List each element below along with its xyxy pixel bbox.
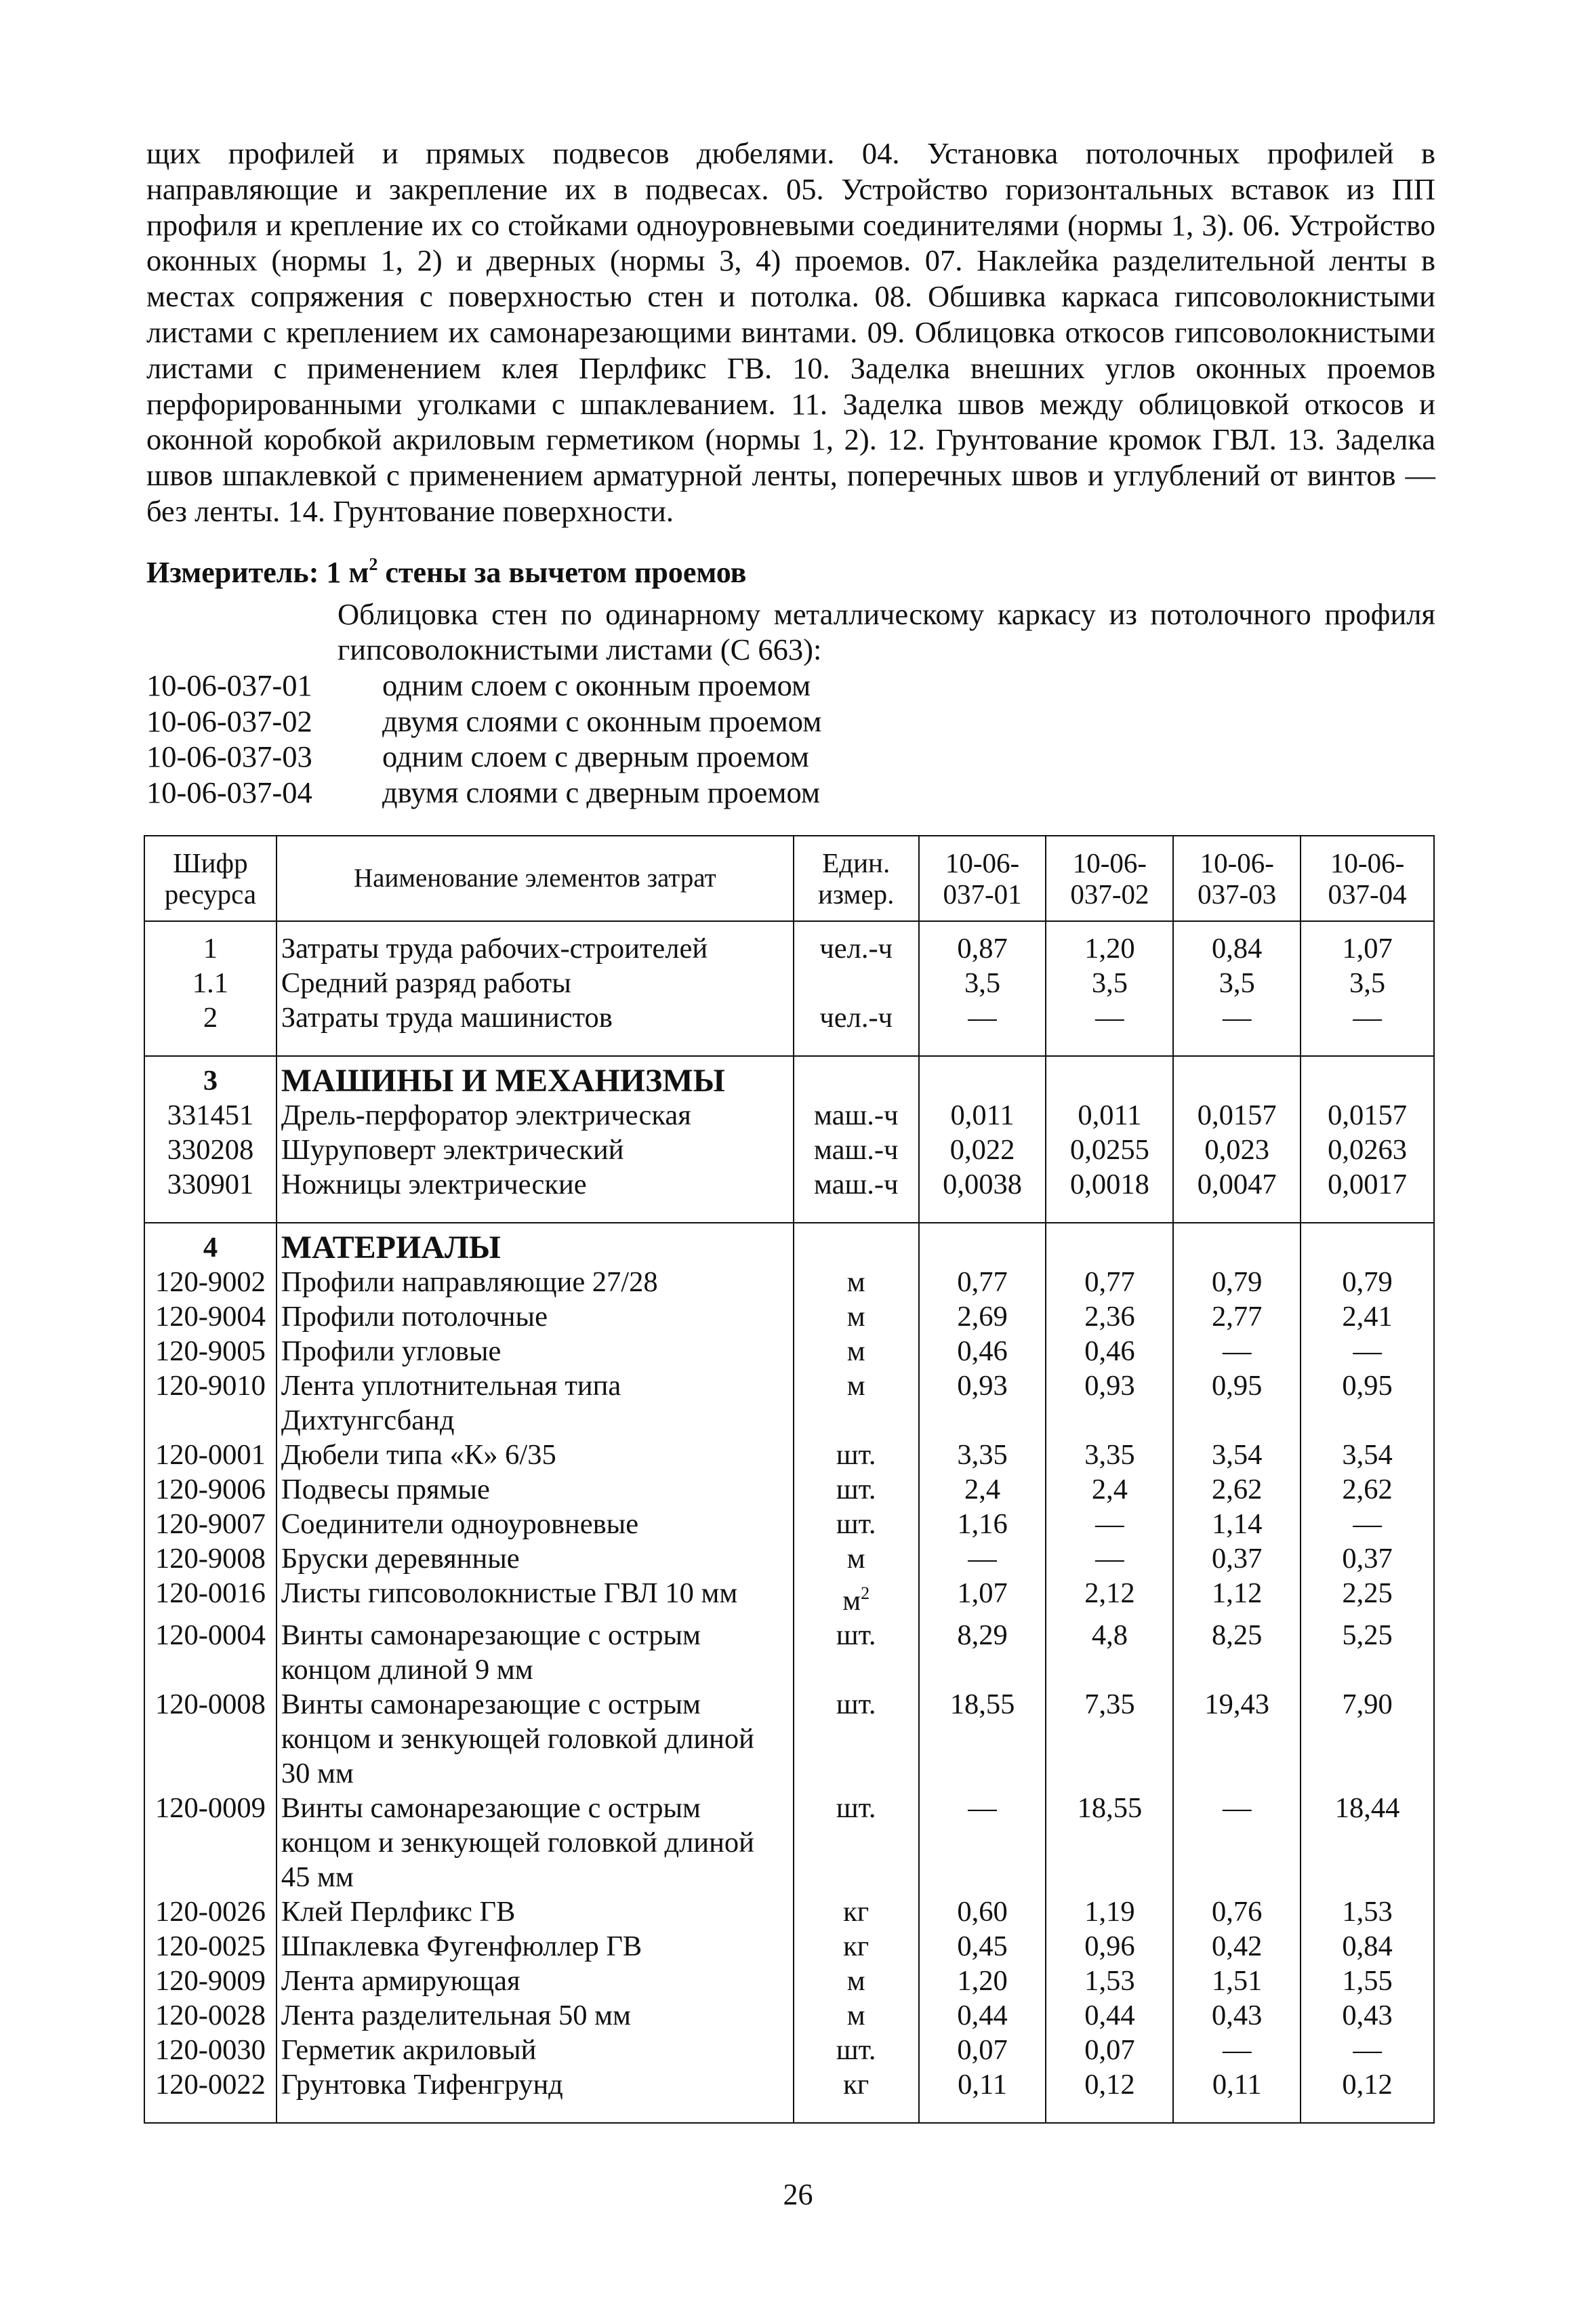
resource-name: Дюбели типа «К» 6/35 — [277, 1438, 794, 1472]
resource-name: Профили потолочные — [277, 1299, 794, 1334]
resource-code: 120-0008 — [144, 1687, 277, 1791]
value-cell: 0,84 — [1301, 1929, 1434, 1964]
norm-text: двумя слоями с дверным проемом — [382, 775, 821, 809]
value-cell: 0,11 — [1173, 2067, 1301, 2123]
unit-text: м — [846, 1335, 865, 1367]
resource-unit — [794, 1894, 919, 1929]
value-cell: 0,46 — [1046, 1334, 1173, 1369]
table-row — [144, 1687, 1434, 1791]
value-cell: 18,55 — [919, 1687, 1046, 1791]
unit-text: маш.-ч — [814, 1099, 899, 1131]
value-cell: 0,79 — [1301, 1265, 1434, 1299]
value-cell: 2,36 — [1046, 1299, 1173, 1334]
table-row — [144, 1438, 1434, 1472]
table-row — [144, 2067, 1434, 2123]
resource-name: Лента уплотнительная типа Дихтунгсбанд — [277, 1369, 794, 1438]
norm-text: одним слоем с оконным проемом — [382, 668, 811, 702]
value-cell: — — [1173, 2033, 1301, 2067]
value-cell: 0,96 — [1046, 1929, 1173, 1964]
value-cell: 2,25 — [1301, 1576, 1434, 1618]
value-cell: 2,4 — [1046, 1472, 1173, 1507]
empty-cell — [1301, 1056, 1434, 1098]
resource-code: 120-0025 — [144, 1929, 277, 1964]
empty-cell — [1046, 1056, 1173, 1098]
meter-line — [146, 554, 746, 590]
value-cell: 0,0157 — [1173, 1098, 1301, 1133]
value-cell: 1,12 — [1173, 1576, 1301, 1618]
value-cell: 0,45 — [919, 1929, 1046, 1964]
resource-name: Герметик акриловый — [277, 2033, 794, 2067]
resource-name: Профили угловые — [277, 1334, 794, 1369]
unit-text: чел.-ч — [819, 933, 893, 965]
value-cell: — — [1301, 1000, 1434, 1056]
value-cell: 3,5 — [1173, 966, 1301, 1000]
table-row — [144, 1964, 1434, 1998]
resource-unit — [794, 1618, 919, 1687]
value-cell: 0,07 — [919, 2033, 1046, 2067]
value-cell: 3,5 — [919, 966, 1046, 1000]
table-row — [144, 1299, 1434, 1334]
resource-name: Подвесы прямые — [277, 1472, 794, 1507]
header-norm-3: 10-06-037-03 — [1173, 836, 1301, 921]
resource-unit — [794, 921, 919, 966]
norm-item — [146, 668, 821, 704]
unit-text: м — [846, 1965, 865, 1997]
resource-name: Клей Перлфикс ГВ — [277, 1894, 794, 1929]
resource-name: Затраты труда машинистов — [277, 1000, 794, 1056]
value-cell: 0,43 — [1301, 1998, 1434, 2033]
value-cell: 1,51 — [1173, 1964, 1301, 1998]
value-cell: — — [1046, 1541, 1173, 1576]
value-cell: 0,0017 — [1301, 1167, 1434, 1223]
empty-cell — [1301, 1223, 1434, 1265]
resource-unit — [794, 966, 919, 1000]
resource-name: Бруски деревянные — [277, 1541, 794, 1576]
resource-name: Затраты труда рабочих-строителей — [277, 921, 794, 966]
resource-code: 1 — [144, 921, 277, 966]
intro-paragraph: щих профилей и прямых подвесов дюбелями. 04. Установка потолочных профилей в направляющие и закрепление их в подвесах. 05. Устройство горизонтальных вставок из ПП профиля и крепление их со стойками одноуровневыми соединителями (нормы 1, 3). 06. Устройство оконных (нормы 1, 2) и дверных (нормы 3, 4) проемов. 07. Наклейка разделительной ленты в местах сопряжения с поверхностью стен и потолка. 08. Обшивка каркаса гипсоволокнистыми листами с креплением их самонарезающими винтами. 09. Облицовка откосов гипсоволокнистыми листами с применением клея Перлфикс ГВ. 10. Заделка внешних углов оконных проемов перфорированными уголками с шпаклеванием. 11. Заделка швов между облицовкой откосов и оконной коробкой акриловым герметиком (нормы 1, 2). 12. Грунтование кромок ГВЛ. 13. Заделка швов шпаклевкой с применением арматурной ленты, поперечных швов и углублений от винтов — без ленты. 14. Грунтование поверхности. — [146, 136, 1435, 528]
empty-cell — [794, 1223, 919, 1265]
norm-code: 10-06-037-03 — [146, 739, 312, 773]
unit-text: кг — [843, 1930, 869, 1962]
value-cell: 0,77 — [1046, 1265, 1173, 1299]
value-cell: 0,0018 — [1046, 1167, 1173, 1223]
resource-code: 120-0009 — [144, 1791, 277, 1894]
value-cell: 18,44 — [1301, 1791, 1434, 1894]
resource-code: 330208 — [144, 1133, 277, 1167]
resource-unit — [794, 1998, 919, 2033]
value-cell: — — [1046, 1507, 1173, 1541]
resource-name: Средний разряд работы — [277, 966, 794, 1000]
value-cell: 0,12 — [1046, 2067, 1173, 2123]
value-cell: 0,0263 — [1301, 1133, 1434, 1167]
table-row — [144, 1167, 1434, 1223]
value-cell: 2,77 — [1173, 1299, 1301, 1334]
norm-item — [146, 704, 821, 739]
value-cell: 0,77 — [919, 1265, 1046, 1299]
resource-unit — [794, 1438, 919, 1472]
value-cell: 5,25 — [1301, 1618, 1434, 1687]
resource-code: 120-9005 — [144, 1334, 277, 1369]
unit-text: шт. — [836, 1792, 876, 1824]
value-cell: 0,43 — [1173, 1998, 1301, 2033]
value-cell: 1,16 — [919, 1507, 1046, 1541]
table-row — [144, 1265, 1434, 1299]
resource-code: 120-0016 — [144, 1576, 277, 1618]
value-cell: — — [1173, 1791, 1301, 1894]
table-row — [144, 1541, 1434, 1576]
resource-code: 120-0022 — [144, 2067, 277, 2123]
resource-code: 120-9007 — [144, 1507, 277, 1541]
resource-unit — [794, 1167, 919, 1223]
value-cell: 19,43 — [1173, 1687, 1301, 1791]
value-cell: 3,5 — [1301, 966, 1434, 1000]
unit-text: чел.-ч — [819, 1002, 893, 1034]
unit-text: м — [846, 1266, 865, 1298]
value-cell: 1,14 — [1173, 1507, 1301, 1541]
empty-cell — [1173, 1056, 1301, 1098]
resource-unit — [794, 2067, 919, 2123]
value-cell: 3,54 — [1173, 1438, 1301, 1472]
value-cell: 1,19 — [1046, 1894, 1173, 1929]
resource-unit — [794, 1964, 919, 1998]
unit-text: шт. — [836, 1439, 876, 1471]
value-cell: 0,60 — [919, 1894, 1046, 1929]
table-row — [144, 1998, 1434, 2033]
resource-unit — [794, 1507, 919, 1541]
value-cell: 3,54 — [1301, 1438, 1434, 1472]
table-row — [144, 1929, 1434, 1964]
resource-unit — [794, 1334, 919, 1369]
value-cell: 0,0255 — [1046, 1133, 1173, 1167]
unit-superscript: 2 — [861, 1583, 870, 1603]
value-cell: 8,25 — [1173, 1618, 1301, 1687]
value-cell: 0,11 — [919, 2067, 1046, 2123]
resource-unit — [794, 1929, 919, 1964]
norm-code: 10-06-037-02 — [146, 704, 312, 738]
unit-text: м — [846, 2000, 865, 2031]
value-cell: 1,07 — [1301, 921, 1434, 966]
unit-text: шт. — [836, 1688, 876, 1720]
empty-cell — [794, 1056, 919, 1098]
value-cell: 0,79 — [1173, 1265, 1301, 1299]
value-cell: 3,5 — [1046, 966, 1173, 1000]
meter-suffix: стены за вычетом проемов — [377, 556, 747, 589]
norm-text: одним слоем с дверным проемом — [382, 739, 809, 773]
section-code: 3 — [144, 1056, 277, 1098]
table-row — [144, 921, 1434, 966]
unit-text: кг — [843, 1896, 869, 1928]
resource-unit — [794, 1369, 919, 1438]
value-cell: 0,84 — [1173, 921, 1301, 966]
value-cell: 0,46 — [919, 1334, 1046, 1369]
value-cell: — — [1301, 2033, 1434, 2067]
resource-unit — [794, 2033, 919, 2067]
value-cell: — — [919, 1791, 1046, 1894]
value-cell: 0,95 — [1301, 1369, 1434, 1438]
table-row — [144, 1472, 1434, 1507]
table-row — [144, 966, 1434, 1000]
resource-code: 120-9004 — [144, 1299, 277, 1334]
value-cell: — — [919, 1000, 1046, 1056]
resource-unit — [794, 1265, 919, 1299]
value-cell: 0,0038 — [919, 1167, 1046, 1223]
resource-code: 331451 — [144, 1098, 277, 1133]
header-norm-2: 10-06-037-02 — [1046, 836, 1173, 921]
table-row — [144, 1894, 1434, 1929]
value-cell: — — [1173, 1334, 1301, 1369]
empty-cell — [919, 1223, 1046, 1265]
value-cell: 0,37 — [1173, 1541, 1301, 1576]
section-title: МАТЕРИАЛЫ — [277, 1223, 794, 1265]
resource-name: Профили направляющие 27/28 — [277, 1265, 794, 1299]
unit-text: шт. — [836, 1619, 876, 1651]
norm-text: двумя слоями с оконным проемом — [382, 704, 822, 738]
unit-text: маш.-ч — [814, 1169, 899, 1200]
value-cell: 1,53 — [1046, 1964, 1173, 1998]
table-row — [144, 1791, 1434, 1894]
unit-text: маш.-ч — [814, 1134, 899, 1166]
value-cell: — — [919, 1541, 1046, 1576]
value-cell: 4,8 — [1046, 1618, 1173, 1687]
table-row — [144, 2033, 1434, 2067]
resource-unit — [794, 1472, 919, 1507]
unit-text: м — [842, 1585, 861, 1617]
resource-code: 1.1 — [144, 966, 277, 1000]
resource-code: 120-9008 — [144, 1541, 277, 1576]
header-norm-1: 10-06-037-01 — [919, 836, 1046, 921]
resource-name: Шпаклевка Фугенфюллер ГВ — [277, 1929, 794, 1964]
unit-text: кг — [843, 2069, 869, 2101]
section-heading-row — [144, 1056, 1434, 1098]
table-row — [144, 1334, 1434, 1369]
value-cell: 0,42 — [1173, 1929, 1301, 1964]
unit-text: шт. — [836, 1508, 876, 1540]
resource-unit — [794, 1541, 919, 1576]
value-cell: 2,4 — [919, 1472, 1046, 1507]
value-cell: 0,44 — [1046, 1998, 1173, 2033]
meter-sup: 2 — [369, 554, 378, 574]
resource-name: Грунтовка Тифенгрунд — [277, 2067, 794, 2123]
value-cell: 0,87 — [919, 921, 1046, 966]
resource-code: 120-0026 — [144, 1894, 277, 1929]
resource-name: Шуруповерт электрический — [277, 1133, 794, 1167]
value-cell: 1,07 — [919, 1576, 1046, 1618]
table-row — [144, 1133, 1434, 1167]
table-row — [144, 1098, 1434, 1133]
resource-code: 120-0004 — [144, 1618, 277, 1687]
unit-text: шт. — [836, 1474, 876, 1505]
norm-code: 10-06-037-04 — [146, 775, 312, 809]
section-title: МАШИНЫ И МЕХАНИЗМЫ — [277, 1056, 794, 1098]
resource-name: Винты самонарезающие с острым концом длиной 9 мм — [277, 1618, 794, 1687]
resource-unit — [794, 1098, 919, 1133]
value-cell: 8,29 — [919, 1618, 1046, 1687]
value-cell: 0,12 — [1301, 2067, 1434, 2123]
resource-name: Винты самонарезающие с острым концом и зенкующей головкой длиной 30 мм — [277, 1687, 794, 1791]
norm-description: Облицовка стен по одинарному металлическому каркасу из потолочного профиля гипсоволокнистыми листами (С 663): — [337, 597, 1435, 666]
value-cell: 0,0157 — [1301, 1098, 1434, 1133]
header-unit: Един. измер. — [794, 836, 919, 921]
resource-code: 120-9009 — [144, 1964, 277, 1998]
resource-table — [144, 835, 1435, 2124]
unit-text: м — [846, 1543, 865, 1575]
resource-name: Листы гипсоволокнистые ГВЛ 10 мм — [277, 1576, 794, 1618]
unit-text: м — [846, 1301, 865, 1333]
value-cell: 18,55 — [1046, 1791, 1173, 1894]
value-cell: 0,07 — [1046, 2033, 1173, 2067]
value-cell: — — [1046, 1000, 1173, 1056]
value-cell: 1,55 — [1301, 1964, 1434, 1998]
page-number: 26 — [783, 2178, 813, 2211]
unit-text: шт. — [836, 2034, 876, 2066]
resource-name: Лента разделительная 50 мм — [277, 1998, 794, 2033]
resource-name: Винты самонарезающие с острым концом и зенкующей головкой длиной 45 мм — [277, 1791, 794, 1894]
table-row — [144, 1369, 1434, 1438]
empty-cell — [919, 1056, 1046, 1098]
header-name: Наименование элементов затрат — [277, 836, 794, 921]
empty-cell — [1046, 1223, 1173, 1265]
value-cell: 3,35 — [919, 1438, 1046, 1472]
value-cell: 2,41 — [1301, 1299, 1434, 1334]
section-code: 4 — [144, 1223, 277, 1265]
value-cell: 1,20 — [919, 1964, 1046, 1998]
resource-unit — [794, 1687, 919, 1791]
value-cell: 0,022 — [919, 1133, 1046, 1167]
resource-name: Ножницы электрические — [277, 1167, 794, 1223]
header-norm-4: 10-06-037-04 — [1301, 836, 1434, 921]
value-cell: 0,93 — [1046, 1369, 1173, 1438]
value-cell: — — [1173, 1000, 1301, 1056]
resource-code: 120-0028 — [144, 1998, 277, 2033]
resource-code: 120-0030 — [144, 2033, 277, 2067]
resource-code: 120-9010 — [144, 1369, 277, 1438]
value-cell: 0,76 — [1173, 1894, 1301, 1929]
meter-prefix: Измеритель: 1 м — [146, 556, 369, 589]
value-cell: 0,0047 — [1173, 1167, 1301, 1223]
resource-code: 120-9002 — [144, 1265, 277, 1299]
norm-item — [146, 739, 821, 775]
value-cell: 2,62 — [1173, 1472, 1301, 1507]
value-cell: — — [1301, 1334, 1434, 1369]
table-row — [144, 1507, 1434, 1541]
value-cell: 0,93 — [919, 1369, 1046, 1438]
value-cell: 1,20 — [1046, 921, 1173, 966]
table-body — [144, 921, 1434, 2123]
value-cell: 0,011 — [919, 1098, 1046, 1133]
norm-item — [146, 775, 821, 811]
resource-unit — [794, 1133, 919, 1167]
resource-unit — [794, 1576, 919, 1618]
value-cell: 3,35 — [1046, 1438, 1173, 1472]
resource-unit — [794, 1000, 919, 1056]
norm-code-list — [146, 668, 821, 810]
value-cell: 0,44 — [919, 1998, 1046, 2033]
resource-code: 2 — [144, 1000, 277, 1056]
resource-name: Дрель-перфоратор электрическая — [277, 1098, 794, 1133]
resource-code: 120-0001 — [144, 1438, 277, 1472]
value-cell: 1,53 — [1301, 1894, 1434, 1929]
value-cell: 2,62 — [1301, 1472, 1434, 1507]
section-heading-row — [144, 1223, 1434, 1265]
table-header-row — [144, 836, 1434, 921]
resource-unit — [794, 1791, 919, 1894]
value-cell: 2,12 — [1046, 1576, 1173, 1618]
resource-name: Лента армирующая — [277, 1964, 794, 1998]
norm-code: 10-06-037-01 — [146, 668, 312, 702]
empty-cell — [1173, 1223, 1301, 1265]
table-row — [144, 1576, 1434, 1618]
value-cell: 2,69 — [919, 1299, 1046, 1334]
resource-name: Соединители одноуровневые — [277, 1507, 794, 1541]
resource-code: 330901 — [144, 1167, 277, 1223]
value-cell: 0,37 — [1301, 1541, 1434, 1576]
resource-code: 120-9006 — [144, 1472, 277, 1507]
unit-text: м — [846, 1370, 865, 1402]
value-cell: — — [1301, 1507, 1434, 1541]
value-cell: 7,35 — [1046, 1687, 1173, 1791]
resource-unit — [794, 1299, 919, 1334]
value-cell: 7,90 — [1301, 1687, 1434, 1791]
value-cell: 0,011 — [1046, 1098, 1173, 1133]
value-cell: 0,95 — [1173, 1369, 1301, 1438]
value-cell: 0,023 — [1173, 1133, 1301, 1167]
table-row — [144, 1000, 1434, 1056]
table-row — [144, 1618, 1434, 1687]
header-code: Шифр ресурса — [144, 836, 277, 921]
